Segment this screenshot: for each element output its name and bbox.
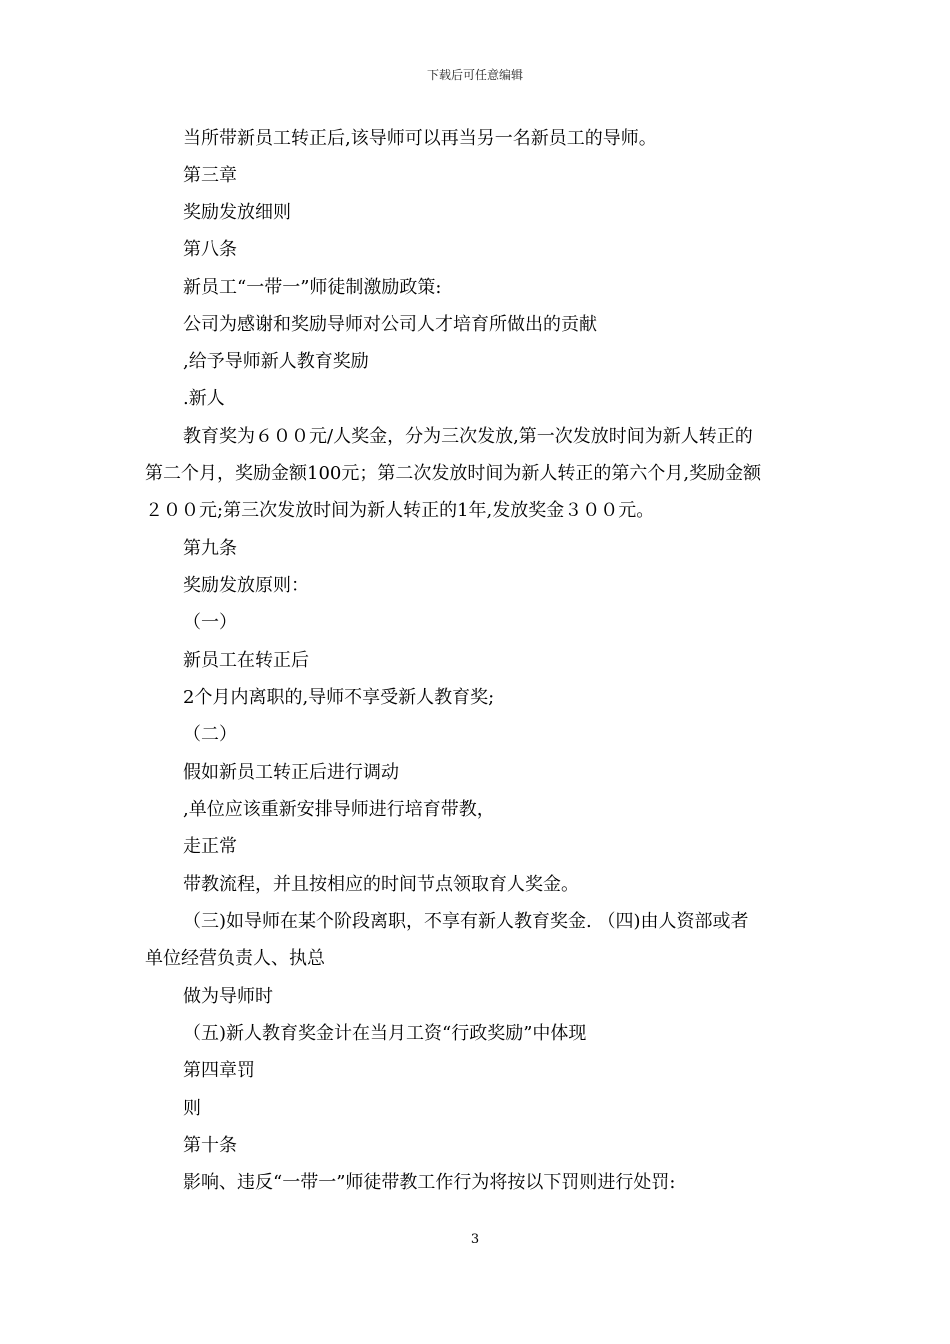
body-line: （三)如导师在某个阶段离职，不享有新人教育奖金. （四)由人资部或者 xyxy=(183,911,749,932)
body-line: .新人 xyxy=(183,388,225,409)
body-line: 走正常 xyxy=(183,836,237,857)
body-line: ２００元;第三次发放时间为新人转正的1年,发放奖金３００元。 xyxy=(145,500,655,521)
chapter-heading: 则 xyxy=(183,1098,201,1119)
chapter-heading: 第三章 xyxy=(183,165,237,186)
body-line: 影响、违反“一带一”师徒带教工作行为将按以下罚则进行处罚: xyxy=(183,1172,676,1193)
chapter-heading: 第四章罚 xyxy=(183,1060,255,1081)
page-number: 3 xyxy=(470,1232,480,1247)
body-line: ,单位应该重新安排导师进行培育带教， xyxy=(183,799,495,820)
body-line: 公司为感谢和奖励导师对公司人才培育所做出的贡献 xyxy=(183,314,597,335)
body-line: 新员工在转正后 xyxy=(183,650,309,671)
body-line: 带教流程，并且按相应的时间节点领取育人奖金。 xyxy=(183,874,579,895)
article-heading: 第九条 xyxy=(183,538,237,559)
body-line: 教育奖为６００元/人奖金，分为三次发放,第一次发放时间为新人转正的 xyxy=(183,426,753,447)
body-line: 当所带新员工转正后,该导师可以再当另一名新员工的导师。 xyxy=(183,128,657,149)
body-line: 单位经营负责人、执总 xyxy=(145,948,325,969)
list-marker: （二） xyxy=(183,724,237,745)
article-heading: 第八条 xyxy=(183,239,237,260)
page-header: 下载后可任意编辑 xyxy=(426,68,523,82)
article-heading: 第十条 xyxy=(183,1135,237,1156)
body-line: 奖励发放原则： xyxy=(183,575,309,596)
body-line: 做为导师时 xyxy=(183,986,273,1007)
body-line: （五)新人教育奖金计在当月工资“行政奖励”中体现 xyxy=(183,1023,587,1044)
body-line: 新员工“一带一”师徒制激励政策: xyxy=(183,277,442,298)
body-line: 假如新员工转正后进行调动 xyxy=(183,762,399,783)
section-heading: 奖励发放细则 xyxy=(183,202,291,223)
body-line: ,给予导师新人教育奖励 xyxy=(183,351,369,372)
body-line: 2个月内离职的,导师不享受新人教育奖; xyxy=(183,687,495,708)
body-line: 第二个月，奖励金额100元；第二次发放时间为新人转正的第六个月,奖励金额 xyxy=(145,463,762,484)
list-marker: （一） xyxy=(183,612,237,633)
